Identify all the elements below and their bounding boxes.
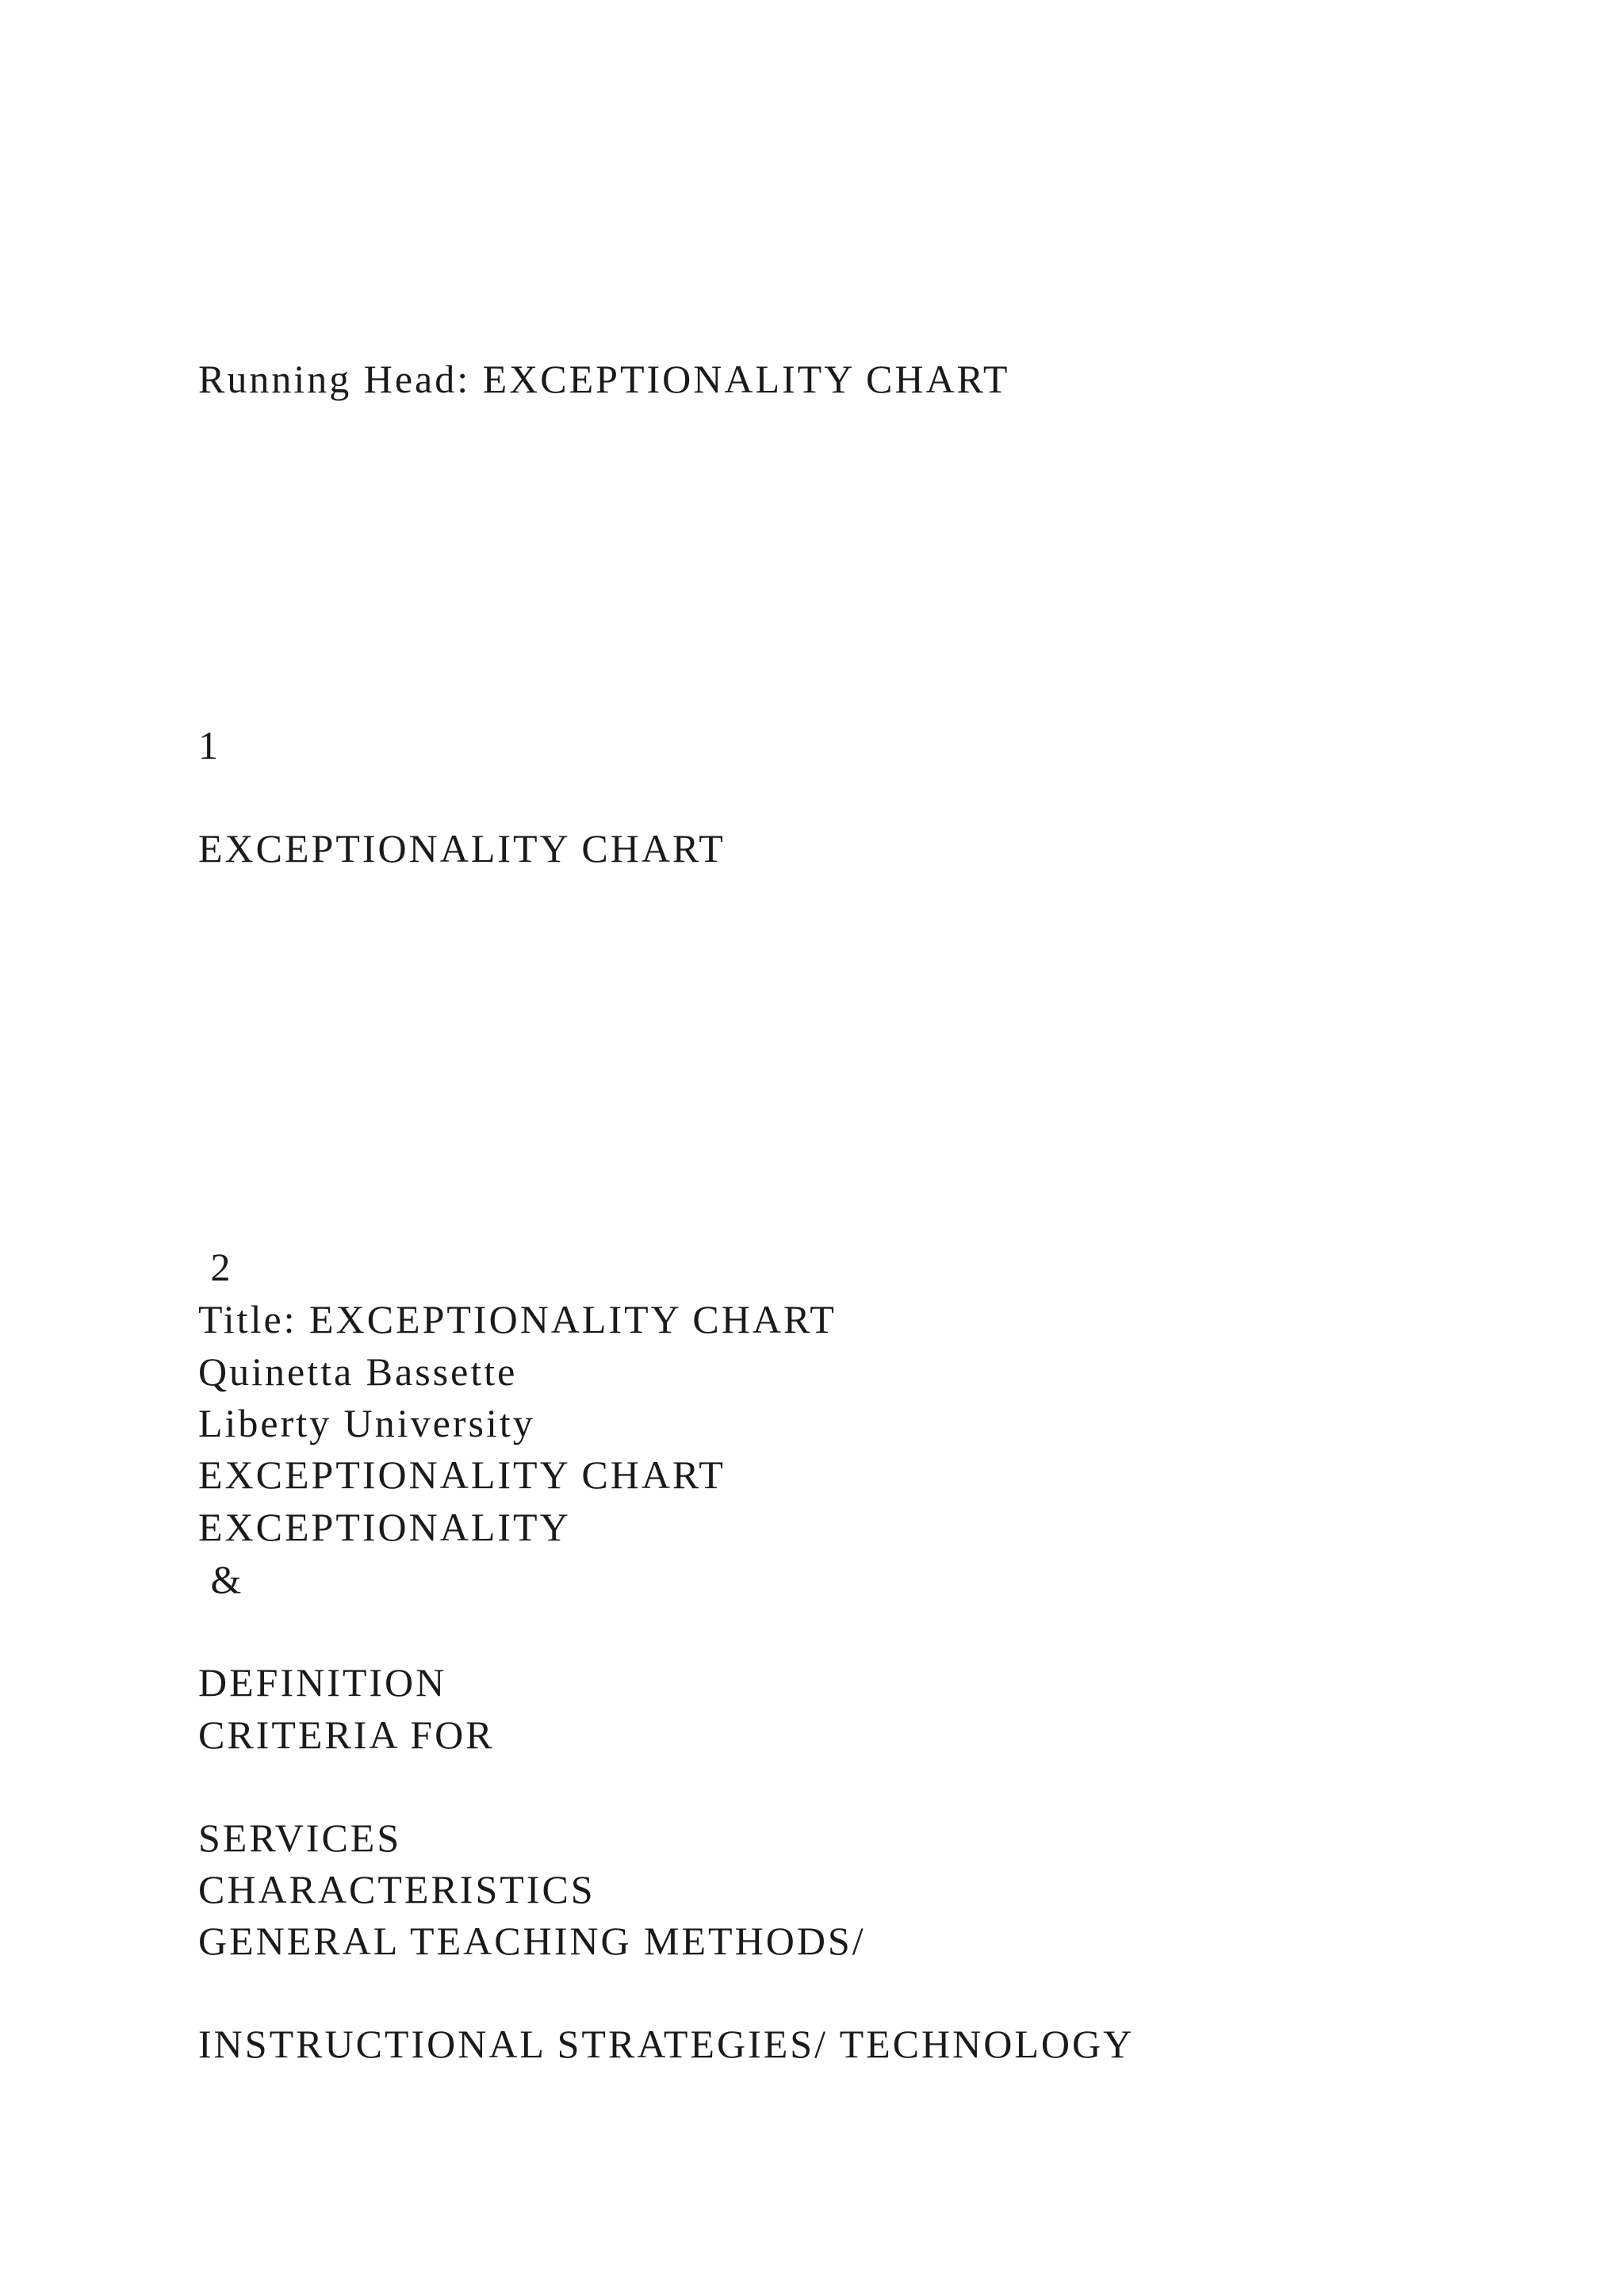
page-number-2: 2	[198, 1245, 233, 1289]
header-title: EXCEPTIONALITY CHART	[198, 826, 726, 871]
header-general-teaching-methods: GENERAL TEACHING METHODS/	[198, 1919, 866, 1963]
header-instructional-strategies: INSTRUCTIONAL STRATEGIES/ TECHNOLOGY	[198, 2022, 1135, 2066]
header-definition: DEFINITION	[198, 1660, 447, 1705]
header-criteria-for: CRITERIA FOR	[198, 1712, 495, 1757]
header-ampersand: &	[198, 1557, 244, 1601]
institution-name: Liberty University	[198, 1401, 535, 1445]
header-characteristics: CHARACTERISTICS	[198, 1867, 596, 1911]
running-head: Running Head: EXCEPTIONALITY CHART	[198, 357, 1010, 401]
header-exceptionality: EXCEPTIONALITY	[198, 1505, 571, 1549]
header-services: SERVICES	[198, 1816, 402, 1860]
author-name: Quinetta Bassette	[198, 1349, 518, 1394]
title-line: Title: EXCEPTIONALITY CHART	[198, 1297, 837, 1341]
chart-title: EXCEPTIONALITY CHART	[198, 1452, 726, 1497]
page-number-1: 1	[198, 723, 220, 767]
